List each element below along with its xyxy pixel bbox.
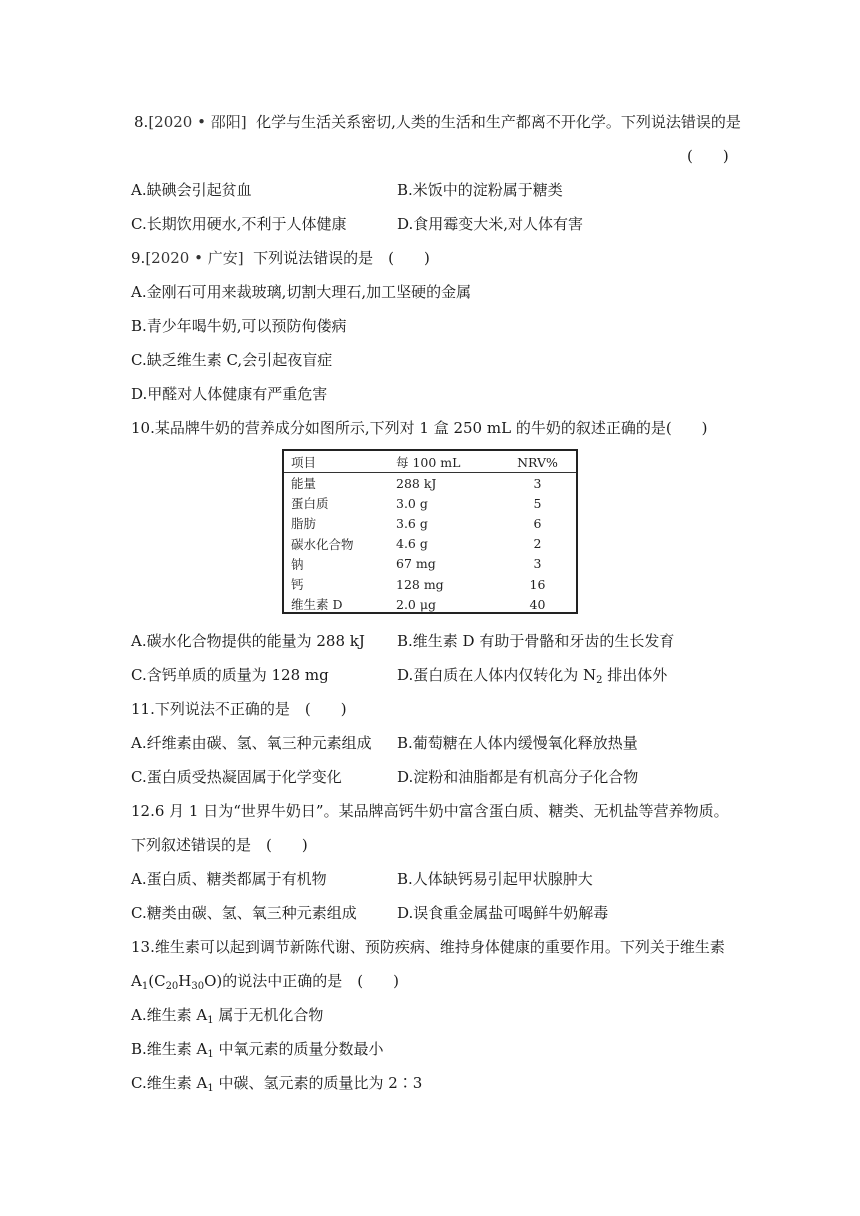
option-d: D.甲醛对人体健康有严重危害 [131, 385, 328, 403]
option-c: C.缺乏维生素 C,会引起夜盲症 [131, 351, 333, 369]
question-number: 9. [131, 249, 146, 267]
question-source: [2020 • 广安] [145, 249, 244, 267]
option-c: C.含钙单质的质量为 128 mg [131, 666, 329, 684]
question-11-stem: 11.下列说法不正确的是 ( ) [131, 700, 347, 718]
table-row [284, 534, 576, 554]
option-a: A.缺碘会引起贫血 [131, 181, 252, 199]
table-row [284, 554, 576, 574]
table-cell: 蛋白质 [291, 496, 329, 512]
option-a: A.蛋白质、糖类都属于有机物 [131, 870, 327, 888]
option-a [131, 1005, 323, 1025]
subscript: 1 [207, 1049, 214, 1060]
table-row [284, 594, 576, 614]
subscript: 2 [596, 675, 603, 686]
table-row [284, 473, 576, 494]
table-cell: 3 [533, 556, 542, 572]
question-12-stem: 12.6 月 1 日为“世界牛奶日”。某品牌高钙牛奶中富含蛋白质、糖类、无机盐等营养物质。 [131, 802, 729, 820]
option-c [131, 1073, 422, 1093]
table-cell: 脂肪 [291, 516, 317, 532]
table-row [284, 493, 576, 513]
option-c: C.长期饮用硬水,不利于人体健康 [131, 215, 347, 233]
table-cell: 碳水化合物 [291, 536, 354, 552]
formula-text: (C [148, 972, 166, 990]
table-cell: 4.6 g [396, 536, 428, 552]
formula-text: O) [204, 972, 223, 990]
option-d [397, 665, 667, 685]
option-text: 中氧元素的质量分数最小 [213, 1040, 384, 1058]
option-d: D.误食重金属盐可喝鲜牛奶解毒 [397, 904, 609, 922]
table-row [284, 513, 576, 533]
option-text: C.维生素 A [131, 1074, 208, 1092]
table-cell: 2.0 μg [396, 596, 436, 612]
question-source: [2020 • 邵阳] [148, 113, 247, 131]
table-cell: 16 [529, 576, 546, 592]
table-cell: 能量 [291, 476, 317, 492]
formula-text: H [178, 972, 192, 990]
table-header-row [284, 452, 576, 473]
question-number: 8. [134, 113, 149, 131]
question-10-stem: 10.某品牌牛奶的营养成分如图所示,下列对 1 盒 250 mL 的牛奶的叙述正确的是( ) [131, 419, 708, 437]
question-13-stem: 13.维生素可以起到调节新陈代谢、预防疾病、维持身体健康的重要作用。下列关于维生素 [131, 938, 725, 956]
option-b: B.青少年喝牛奶,可以预防佝偻病 [131, 317, 347, 335]
option-text: B.维生素 A [131, 1040, 208, 1058]
table-cell: 128 mg [396, 576, 444, 592]
table-header-cell: NRV% [504, 452, 576, 473]
option-d: D.食用霉变大米,对人体有害 [397, 215, 584, 233]
table-cell: 6 [533, 515, 542, 531]
question-text: 下列说法错误的是 ( ) [253, 249, 430, 267]
option-a: A.纤维素由碳、氢、氧三种元素组成 [131, 734, 372, 752]
table-row [284, 574, 576, 594]
question-13-stem-cont [131, 971, 399, 991]
question-8-stem [134, 112, 741, 132]
table-header-cell: 项目 [284, 452, 389, 473]
option-b: B.人体缺钙易引起甲状腺肿大 [397, 870, 593, 888]
subscript: 1 [207, 1083, 214, 1094]
table-cell: 钠 [291, 556, 304, 572]
subscript: 30 [191, 981, 205, 992]
question-9-stem [131, 248, 430, 268]
table-cell: 288 kJ [396, 475, 437, 491]
option-d: D.淀粉和油脂都是有机高分子化合物 [397, 768, 639, 786]
table-cell: 钙 [291, 577, 304, 593]
option-b: B.米饭中的淀粉属于糖类 [397, 181, 563, 199]
option-text: A.维生素 A [131, 1006, 208, 1024]
option-text: D.蛋白质在人体内仅转化为 N [397, 666, 597, 684]
subscript: 20 [165, 981, 179, 992]
question-text: 的说法中正确的是 ( ) [222, 972, 399, 990]
answer-parenthesis: ( ) [687, 147, 729, 165]
formula-text: A [131, 972, 142, 990]
question-text: 化学与生活关系密切,人类的生活和生产都离不开化学。下列说法错误的是 [256, 113, 741, 131]
subscript: 1 [141, 981, 149, 992]
table-cell: 维生素 D [291, 597, 343, 613]
table-cell: 40 [529, 596, 546, 612]
option-text: 中碳、氢元素的质量比为 2∶3 [213, 1074, 423, 1092]
question-12-stem-cont: 下列叙述错误的是 ( ) [131, 836, 308, 854]
option-text: 排出体外 [602, 666, 668, 684]
option-b [131, 1039, 384, 1059]
option-c: C.糖类由碳、氢、氧三种元素组成 [131, 904, 357, 922]
option-a: A.金刚石可用来裁玻璃,切割大理石,加工坚硬的金属 [131, 283, 472, 301]
table-cell: 5 [533, 495, 542, 511]
option-text: 属于无机化合物 [213, 1006, 324, 1024]
table-cell: 67 mg [396, 556, 436, 572]
option-c: C.蛋白质受热凝固属于化学变化 [131, 768, 342, 786]
table-cell: 3.6 g [396, 515, 428, 531]
table-cell: 2 [533, 536, 542, 552]
subscript: 1 [207, 1015, 214, 1026]
option-b: B.维生素 D 有助于骨骼和牙齿的生长发育 [397, 632, 675, 650]
option-b: B.葡萄糖在人体内缓慢氧化释放热量 [397, 734, 638, 752]
option-a: A.碳水化合物提供的能量为 288 kJ [131, 632, 365, 650]
table-cell: 3.0 g [396, 495, 428, 511]
table-cell: 3 [533, 475, 542, 491]
table-header-cell: 每 100 mL [389, 452, 504, 473]
nutrition-table [282, 449, 578, 614]
